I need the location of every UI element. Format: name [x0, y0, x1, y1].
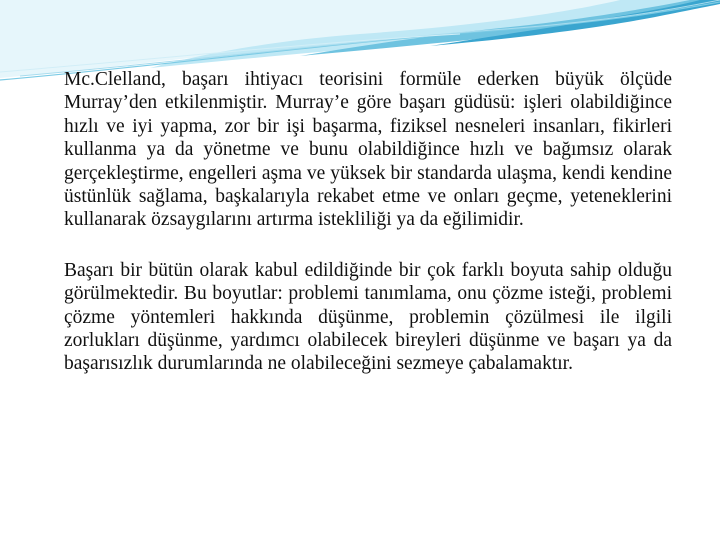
paragraph-mcclelland: Mc.Clelland, başarı ihtiyacı teorisini formüle ederken büyük ölçüde Murray’den etkilenmiştir. Murray’e göre başarı güdüsü: işleri olabildiğince hızlı ve iyi yapma, zor bir işi başarma, fiziksel nesneleri insanları, fikirleri kullanma ya da yönetme ve bunu olabildiğince hızlı ve bağımsız olarak gerçekleştirme, engelleri aşma ve yüksek bir standarda ulaşma, kendi kendine üstünlük sağlama, başkalarıyla rekabet etme ve onları geçme, yeteneklerini kullanarak özsaygılarını artırma istekliliği ya da eğilimidir. — [64, 69, 672, 231]
paragraph-basari-boyutlari: Başarı bir bütün olarak kabul edildiğinde bir çok farklı boyuta sahip olduğu görülmektedir. Bu boyutlar: problemi tanımlama, onu çözme isteği, problemi çözme yöntemleri hakkında düşünme, problemin çözülmesi ile ilgili zorlukları düşünme, yardımcı olabilecek bireyleri düşünme ve başarı ya da başarısızlık durumlarında ne olabileceğini sezmeye çabalamaktır. — [64, 259, 672, 375]
slide-body — [64, 68, 672, 376]
